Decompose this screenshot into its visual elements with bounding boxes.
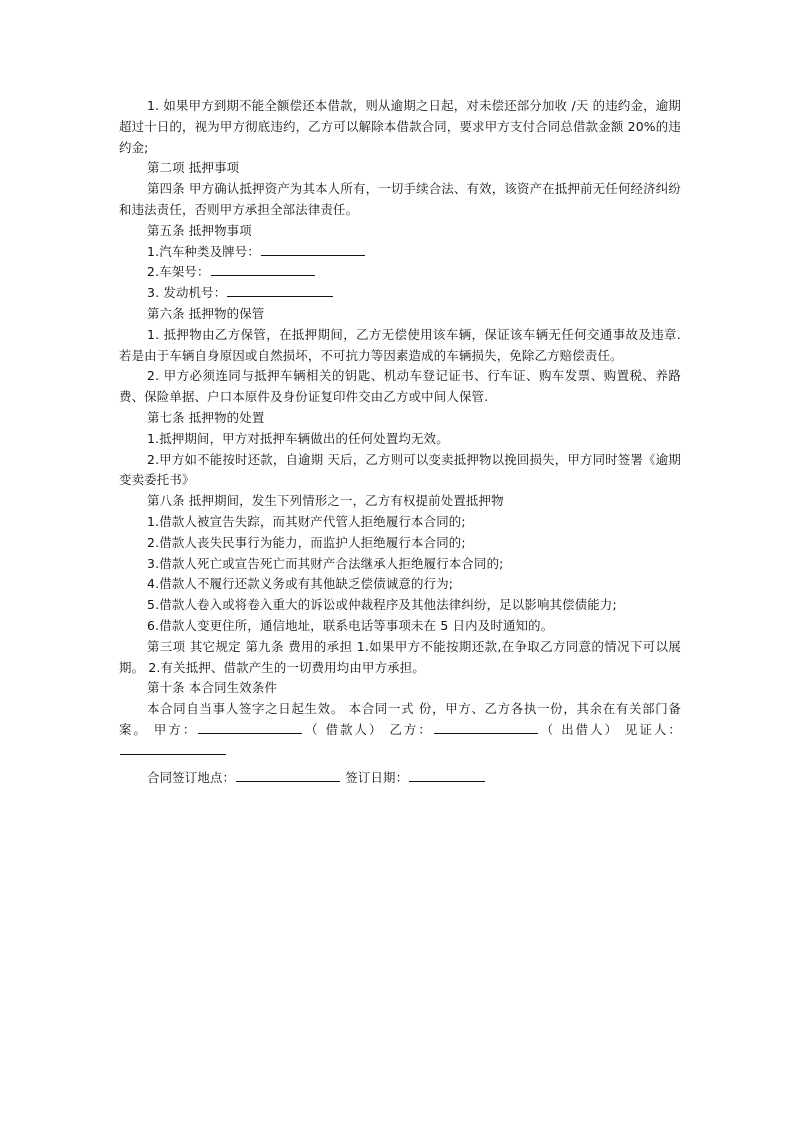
clause-penalty: 1. 如果甲方到期不能全额偿还本借款，则从逾期之日起，对未偿还部分加收 /天 的违约金，逾期超过十日的，视为甲方彻底违约，乙方可以解除本借款合同，要求甲方支付合同总借款金额 20%的违约金; [119,98,681,155]
article-5-title: 第五条 抵押物事项 [147,222,252,238]
vehicle-plate-blank[interactable] [261,242,365,256]
article-6-title: 第六条 抵押物的保管 [147,305,265,321]
article-7-clause-1: 1.抵押期间，甲方对抵押车辆做出的任何处置均无效。 [147,430,449,446]
article-8-item: 4.借款人不履行还款义务或有其他缺乏偿债诚意的行为; [147,576,454,592]
article-8-item: 5.借款人卷入或将卷入重大的诉讼或仲裁程序及其他法律纠纷，足以影响其偿债能力; [147,597,617,613]
frame-number-blank[interactable] [211,262,315,276]
article-6-clause-1: 1. 抵押物由乙方保管，在抵押期间，乙方无偿使用该车辆，保证该车辆无任何交通事故及违章.若是由于车辆自身原因或自然损坏，不可抗力等因素造成的车辆损失，免除乙方赔偿责任。 [119,326,681,363]
signing-line: 合同签订地点： 签订日期： [119,768,681,789]
article-8-item: 3.借款人死亡或宣告死亡而其财产合法继承人拒绝履行本合同的; [147,555,504,571]
article-6-clause-2: 2. 甲方必须连同与抵押车辆相关的钥匙、机动车登记证书、行车证、购车发票、购置税、养路费、保险单据、户口本原件及身份证复印件交由乙方或中间人保管. [119,368,681,405]
sign-date-blank[interactable] [409,768,485,782]
witness-signature-blank[interactable] [120,741,226,755]
sign-place-blank[interactable] [236,768,340,782]
party-a-signature-blank[interactable] [198,720,302,734]
article-4: 第四条 甲方确认抵押资产为其本人所有，一切手续合法、有效，该资产在抵押前无任何经济纠纷和违法责任，否则甲方承担全部法律责任。 [119,181,681,217]
party-b-signature-blank[interactable] [434,720,538,734]
article-7-clause-2: 2.甲方如不能按时还款，自逾期 天后，乙方则可以变卖抵押物以挽回损失，甲方同时签署《逾期变卖委托书》 [119,451,681,488]
section-heading-item2: 第二项 抵押事项 [147,160,240,176]
article-5-vehicle-type: 1.汽车种类及牌号： [119,242,681,263]
section-item3: 第三项 其它规定 第九条 费用的承担 1.如果甲方不能按期还款,在争取乙方同意的情况下可以展期。 2.有关抵押、借款产生的一切费用均由甲方承担。 [119,638,681,675]
article-8-item: 2.借款人丧失民事行为能力，而监护人拒绝履行本合同的; [147,534,466,550]
article-8-item: 6.借款人变更住所，通信地址，联系电话等事项未在 5 日内及时通知的。 [147,617,554,633]
article-10-text: 本合同自当事人签字之日起生效。 本合同一式 份，甲方、乙方各执一份，其余在有关部门备案。 甲方： （ 借款人） 乙方： （ 出借人） 见证人： [119,699,681,761]
article-10-title: 第十条 本合同生效条件 [147,680,278,696]
article-8-item: 1.借款人被宣告失踪，而其财产代管人拒绝履行本合同的; [147,513,466,529]
article-5-frame-number: 2.车架号： [119,262,681,283]
article-5-engine-number: 3. 发动机号： [119,283,681,304]
article-7-title: 第七条 抵押物的处置 [147,409,265,425]
contract-page [119,96,681,788]
engine-number-blank[interactable] [227,283,333,297]
article-8-title: 第八条 抵押期间，发生下列情形之一，乙方有权提前处置抵押物 [147,493,504,509]
